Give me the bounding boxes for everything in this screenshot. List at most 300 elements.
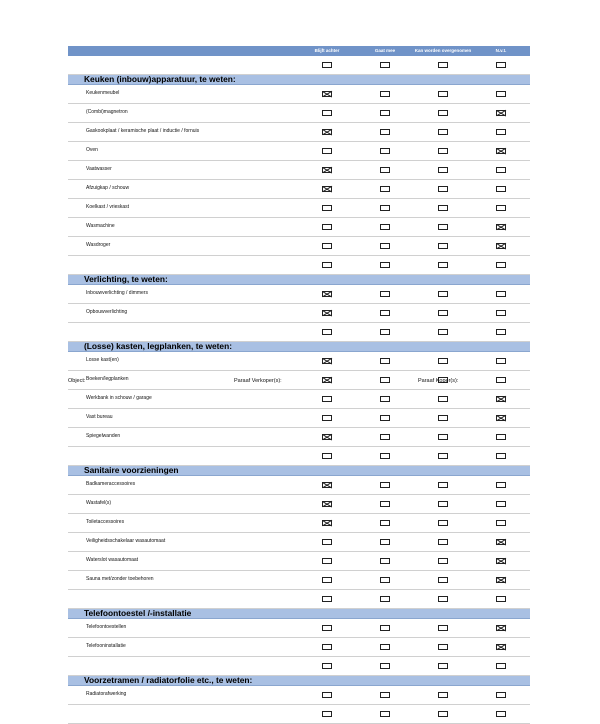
checkbox-empty[interactable] — [438, 596, 448, 602]
checkbox-empty[interactable] — [380, 358, 390, 364]
checkbox-cell — [472, 123, 530, 142]
checkbox-empty[interactable] — [380, 596, 390, 602]
checkbox-cell — [356, 352, 414, 371]
checkbox-cell — [356, 199, 414, 218]
checkbox-cell — [298, 705, 356, 724]
checkbox-empty[interactable] — [380, 110, 390, 116]
checklist-row — [68, 161, 530, 180]
checkbox-cell — [298, 552, 356, 571]
checkbox-empty[interactable] — [380, 434, 390, 440]
empty-checkbox-row — [68, 256, 530, 275]
checkbox-checked[interactable] — [322, 501, 332, 507]
checkbox-cell — [298, 304, 356, 323]
checkbox-empty[interactable] — [322, 711, 332, 717]
checklist-row — [68, 304, 530, 323]
checkbox-empty[interactable] — [380, 692, 390, 698]
checkbox-empty[interactable] — [438, 625, 448, 631]
checkbox-empty[interactable] — [380, 148, 390, 154]
checkbox-empty[interactable] — [322, 415, 332, 421]
checkbox-cell — [356, 638, 414, 657]
checkbox-cell — [356, 514, 414, 533]
checkbox-empty[interactable] — [322, 224, 332, 230]
empty-label-cell — [68, 590, 298, 609]
checkbox-empty[interactable] — [438, 577, 448, 583]
checkbox-cell — [414, 123, 472, 142]
checkbox-checked[interactable] — [322, 520, 332, 526]
checkbox-empty[interactable] — [322, 396, 332, 402]
checklist-row — [68, 104, 530, 123]
empty-checkbox-row — [68, 657, 530, 676]
item-label: Vaatwasser — [68, 161, 298, 180]
checkbox-checked[interactable] — [496, 148, 506, 154]
checkbox-cell — [356, 237, 414, 256]
checkbox-empty[interactable] — [380, 520, 390, 526]
item-label: Losse kast(en) — [68, 352, 298, 371]
checkbox-cell — [298, 142, 356, 161]
checklist-row — [68, 352, 530, 371]
checkbox-empty[interactable] — [380, 243, 390, 249]
item-label: Boeken/legplanken — [68, 371, 298, 390]
checkbox-cell — [472, 705, 530, 724]
checkbox-cell — [472, 533, 530, 552]
checkbox-cell — [414, 323, 472, 342]
checkbox-checked[interactable] — [496, 415, 506, 421]
checkbox-empty[interactable] — [496, 91, 506, 97]
checkbox-empty[interactable] — [438, 520, 448, 526]
empty-checkbox-row — [68, 56, 530, 75]
empty-label-cell — [68, 657, 298, 676]
checkbox-empty[interactable] — [322, 692, 332, 698]
checkbox-empty[interactable] — [380, 129, 390, 135]
checkbox-empty[interactable] — [380, 625, 390, 631]
checkbox-empty[interactable] — [380, 482, 390, 488]
checkbox-empty[interactable] — [380, 558, 390, 564]
checkbox-cell — [472, 409, 530, 428]
checkbox-cell — [414, 104, 472, 123]
checkbox-cell — [298, 237, 356, 256]
checkbox-empty[interactable] — [438, 415, 448, 421]
checkbox-cell — [414, 409, 472, 428]
checkbox-cell — [356, 85, 414, 104]
checkbox-empty[interactable] — [496, 501, 506, 507]
checkbox-cell — [356, 56, 414, 75]
checkbox-empty[interactable] — [438, 62, 448, 68]
checkbox-empty[interactable] — [322, 539, 332, 545]
section-header — [68, 275, 530, 285]
item-label: Veiligheidsschakelaar wasautomaat — [68, 533, 298, 552]
checkbox-checked[interactable] — [496, 243, 506, 249]
checkbox-cell — [472, 161, 530, 180]
checkbox-cell — [472, 447, 530, 466]
item-label: Inbouwverlichting / dimmers — [68, 285, 298, 304]
checkbox-empty[interactable] — [322, 62, 332, 68]
checkbox-empty[interactable] — [380, 501, 390, 507]
item-label: Opbouwverlichting — [68, 304, 298, 323]
checkbox-cell — [472, 390, 530, 409]
checkbox-checked[interactable] — [322, 167, 332, 173]
checkbox-cell — [414, 180, 472, 199]
checkbox-checked[interactable] — [496, 110, 506, 116]
checkbox-cell — [356, 495, 414, 514]
checkbox-checked[interactable] — [322, 434, 332, 440]
empty-label-cell — [68, 705, 298, 724]
checkbox-cell — [472, 352, 530, 371]
checkbox-checked[interactable] — [322, 482, 332, 488]
checkbox-cell — [298, 56, 356, 75]
empty-checkbox-row — [68, 590, 530, 609]
checkbox-empty[interactable] — [380, 186, 390, 192]
checklist-row — [68, 476, 530, 495]
checkbox-empty[interactable] — [322, 329, 332, 335]
checkbox-empty[interactable] — [380, 291, 390, 297]
checkbox-empty[interactable] — [438, 262, 448, 268]
checkbox-cell — [298, 199, 356, 218]
checkbox-cell — [298, 590, 356, 609]
checkbox-cell — [298, 352, 356, 371]
checkbox-cell — [298, 104, 356, 123]
checkbox-empty[interactable] — [322, 110, 332, 116]
checkbox-empty[interactable] — [380, 577, 390, 583]
checkbox-checked[interactable] — [496, 644, 506, 650]
checklist-row — [68, 571, 530, 590]
checkbox-cell — [472, 142, 530, 161]
seller-initials-label: Paraaf Verkoper(s): — [234, 378, 282, 384]
checkbox-empty[interactable] — [322, 148, 332, 154]
checkbox-cell — [298, 85, 356, 104]
checkbox-empty[interactable] — [438, 186, 448, 192]
checklist-row — [68, 533, 530, 552]
checkbox-empty[interactable] — [496, 167, 506, 173]
checkbox-cell — [414, 476, 472, 495]
checkbox-empty[interactable] — [380, 167, 390, 173]
checkbox-cell — [414, 56, 472, 75]
checkbox-empty[interactable] — [438, 167, 448, 173]
checkbox-empty[interactable] — [438, 224, 448, 230]
checkbox-empty[interactable] — [438, 91, 448, 97]
checkbox-cell — [472, 638, 530, 657]
checkbox-cell — [414, 352, 472, 371]
item-label: Werkbank in schouw / garage — [68, 390, 298, 409]
checkbox-empty[interactable] — [496, 692, 506, 698]
checkbox-cell — [472, 552, 530, 571]
checkbox-empty[interactable] — [438, 291, 448, 297]
checklist-row — [68, 123, 530, 142]
checkbox-empty[interactable] — [380, 453, 390, 459]
checkbox-cell — [414, 85, 472, 104]
checklist-row — [68, 142, 530, 161]
checkbox-empty[interactable] — [438, 711, 448, 717]
checkbox-empty[interactable] — [438, 453, 448, 459]
checkbox-empty[interactable] — [380, 663, 390, 669]
checkbox-cell — [414, 590, 472, 609]
checkbox-cell — [414, 619, 472, 638]
checkbox-empty[interactable] — [380, 224, 390, 230]
empty-checkbox-row — [68, 323, 530, 342]
checkbox-cell — [356, 533, 414, 552]
signature-footer — [68, 378, 530, 388]
checkbox-cell — [414, 428, 472, 447]
checkbox-cell — [472, 495, 530, 514]
checkbox-cell — [472, 285, 530, 304]
checkbox-empty[interactable] — [322, 596, 332, 602]
checkbox-empty[interactable] — [380, 329, 390, 335]
section-title: Telefoontoestel /-installatie — [68, 609, 530, 619]
checkbox-cell — [472, 56, 530, 75]
checkbox-checked[interactable] — [496, 396, 506, 402]
checkbox-empty[interactable] — [438, 205, 448, 211]
checkbox-empty[interactable] — [380, 644, 390, 650]
checkbox-cell — [356, 619, 414, 638]
item-label: Telefoontoestellen — [68, 619, 298, 638]
checklist-row — [68, 638, 530, 657]
checkbox-empty[interactable] — [496, 62, 506, 68]
item-label: Spiegelwanden — [68, 428, 298, 447]
checkbox-empty[interactable] — [322, 262, 332, 268]
checkbox-cell — [356, 409, 414, 428]
checkbox-cell — [414, 447, 472, 466]
checkbox-checked[interactable] — [322, 358, 332, 364]
checklist-row — [68, 686, 530, 705]
checkbox-empty[interactable] — [496, 186, 506, 192]
checkbox-cell — [414, 256, 472, 275]
checkbox-cell — [298, 256, 356, 275]
checkbox-cell — [414, 285, 472, 304]
checkbox-cell — [356, 104, 414, 123]
checklist-row — [68, 619, 530, 638]
checkbox-cell — [298, 123, 356, 142]
checkbox-cell — [356, 304, 414, 323]
checkbox-empty[interactable] — [496, 358, 506, 364]
checkbox-cell — [414, 304, 472, 323]
checkbox-empty[interactable] — [438, 358, 448, 364]
checkbox-cell — [472, 104, 530, 123]
checkbox-empty[interactable] — [496, 453, 506, 459]
checkbox-cell — [298, 409, 356, 428]
item-label: Wastafel(s) — [68, 495, 298, 514]
checkbox-empty[interactable] — [380, 415, 390, 421]
checkbox-cell — [414, 571, 472, 590]
checkbox-empty[interactable] — [438, 110, 448, 116]
checkbox-empty[interactable] — [438, 396, 448, 402]
checkbox-cell — [356, 142, 414, 161]
checkbox-empty[interactable] — [380, 711, 390, 717]
empty-label-cell — [68, 56, 298, 75]
checkbox-cell — [414, 533, 472, 552]
section-title: Voorzetramen / radiatorfolie etc., te weten: — [68, 676, 530, 686]
item-label: Badkameraccessoires — [68, 476, 298, 495]
checkbox-cell — [414, 237, 472, 256]
checkbox-empty[interactable] — [380, 262, 390, 268]
checkbox-empty[interactable] — [322, 663, 332, 669]
checkbox-empty[interactable] — [322, 243, 332, 249]
checkbox-empty[interactable] — [322, 453, 332, 459]
checkbox-empty[interactable] — [496, 205, 506, 211]
checkbox-checked[interactable] — [322, 91, 332, 97]
checkbox-cell — [356, 590, 414, 609]
checkbox-empty[interactable] — [496, 291, 506, 297]
checkbox-empty[interactable] — [496, 482, 506, 488]
checkbox-empty[interactable] — [496, 596, 506, 602]
checkbox-checked[interactable] — [322, 310, 332, 316]
checkbox-cell — [472, 304, 530, 323]
checkbox-cell — [472, 514, 530, 533]
item-label: Koelkast / vrieskast — [68, 199, 298, 218]
checkbox-cell — [414, 514, 472, 533]
checkbox-cell — [356, 161, 414, 180]
checkbox-empty[interactable] — [438, 310, 448, 316]
checkbox-cell — [356, 218, 414, 237]
object-label: Object: — [68, 378, 86, 384]
checkbox-empty[interactable] — [322, 558, 332, 564]
checkbox-empty[interactable] — [380, 91, 390, 97]
checkbox-cell — [356, 476, 414, 495]
checkbox-empty[interactable] — [496, 262, 506, 268]
checkbox-empty[interactable] — [438, 148, 448, 154]
checkbox-cell — [414, 161, 472, 180]
checkbox-empty[interactable] — [438, 434, 448, 440]
section-header — [68, 466, 530, 476]
checkbox-empty[interactable] — [438, 329, 448, 335]
checkbox-cell — [356, 323, 414, 342]
checkbox-empty[interactable] — [438, 663, 448, 669]
checklist-row — [68, 428, 530, 447]
checkbox-cell — [472, 237, 530, 256]
checkbox-cell — [298, 657, 356, 676]
item-label: Gaskookplaat / keramische plaat / inductie / fornuis — [68, 123, 298, 142]
checkbox-cell — [298, 161, 356, 180]
checkbox-empty[interactable] — [380, 539, 390, 545]
item-label: Telefooninstallatie — [68, 638, 298, 657]
checkbox-empty[interactable] — [496, 329, 506, 335]
checkbox-cell — [472, 85, 530, 104]
checkbox-empty[interactable] — [438, 644, 448, 650]
section-header — [68, 676, 530, 686]
checkbox-cell — [472, 256, 530, 275]
checkbox-empty[interactable] — [496, 434, 506, 440]
checkbox-checked[interactable] — [496, 625, 506, 631]
checkbox-cell — [414, 686, 472, 705]
section-title: Sanitaire voorzieningen — [68, 466, 530, 476]
checkbox-empty[interactable] — [438, 558, 448, 564]
checkbox-checked[interactable] — [496, 577, 506, 583]
checkbox-empty[interactable] — [438, 539, 448, 545]
item-label: Toiletaccessoires — [68, 514, 298, 533]
checkbox-cell — [472, 619, 530, 638]
checkbox-empty[interactable] — [438, 243, 448, 249]
checklist-row — [68, 552, 530, 571]
checkbox-cell — [472, 218, 530, 237]
buyer-initials-label: Paraaf Koper(s): — [418, 378, 459, 384]
checkbox-checked[interactable] — [496, 539, 506, 545]
checkbox-cell — [414, 705, 472, 724]
checkbox-checked[interactable] — [496, 224, 506, 230]
checkbox-cell — [298, 390, 356, 409]
checkbox-cell — [414, 218, 472, 237]
checkbox-empty[interactable] — [438, 129, 448, 135]
section-title: Keuken (inbouw)apparatuur, te weten: — [68, 75, 530, 85]
checkbox-empty[interactable] — [380, 205, 390, 211]
item-label: Keukenmeubel — [68, 85, 298, 104]
checkbox-cell — [472, 476, 530, 495]
column-header-blijft-achter: Blijft achter — [298, 46, 356, 56]
checkbox-cell — [414, 142, 472, 161]
checkbox-cell — [414, 657, 472, 676]
checkbox-checked[interactable] — [322, 129, 332, 135]
checkbox-cell — [356, 256, 414, 275]
checkbox-cell — [356, 657, 414, 676]
checkbox-checked[interactable] — [322, 291, 332, 297]
item-label: Wasmachine — [68, 218, 298, 237]
checkbox-cell — [472, 590, 530, 609]
checkbox-cell — [298, 285, 356, 304]
checkbox-cell — [356, 123, 414, 142]
checkbox-cell — [356, 571, 414, 590]
checkbox-empty[interactable] — [380, 396, 390, 402]
checklist-row — [68, 218, 530, 237]
checklist-row — [68, 199, 530, 218]
checkbox-cell — [356, 390, 414, 409]
checkbox-cell — [414, 495, 472, 514]
checkbox-cell — [356, 705, 414, 724]
checkbox-empty[interactable] — [322, 644, 332, 650]
checkbox-empty[interactable] — [496, 520, 506, 526]
checkbox-empty[interactable] — [380, 62, 390, 68]
checkbox-cell — [472, 428, 530, 447]
checklist-row — [68, 85, 530, 104]
checkbox-empty[interactable] — [496, 711, 506, 717]
checklist-row — [68, 514, 530, 533]
checkbox-cell — [356, 180, 414, 199]
checkbox-empty[interactable] — [322, 205, 332, 211]
checkbox-cell — [414, 199, 472, 218]
checkbox-cell — [356, 285, 414, 304]
checkbox-checked[interactable] — [496, 558, 506, 564]
checkbox-cell — [356, 686, 414, 705]
checkbox-empty[interactable] — [322, 625, 332, 631]
checkbox-cell — [298, 533, 356, 552]
section-header — [68, 609, 530, 619]
header-blank — [68, 46, 298, 56]
item-label: Oven — [68, 142, 298, 161]
section-header — [68, 342, 530, 352]
column-header-row — [68, 46, 530, 56]
checkbox-empty[interactable] — [438, 692, 448, 698]
item-label: Afzuigkap / schouw — [68, 180, 298, 199]
item-label: Radiatorafwerking — [68, 686, 298, 705]
column-header-kan-worden-overgenomen: Kan worden overgenomen — [414, 46, 472, 56]
checkbox-cell — [356, 552, 414, 571]
checkbox-empty[interactable] — [380, 310, 390, 316]
checkbox-cell — [298, 428, 356, 447]
checkbox-empty[interactable] — [496, 310, 506, 316]
checkbox-empty[interactable] — [438, 501, 448, 507]
checkbox-empty[interactable] — [496, 129, 506, 135]
checkbox-cell — [356, 447, 414, 466]
checkbox-cell — [472, 657, 530, 676]
checkbox-empty[interactable] — [438, 482, 448, 488]
checklist-row — [68, 390, 530, 409]
checkbox-empty[interactable] — [322, 577, 332, 583]
checkbox-cell — [414, 638, 472, 657]
checkbox-cell — [356, 428, 414, 447]
checkbox-checked[interactable] — [322, 186, 332, 192]
column-header-gaat-mee: Gaat mee — [356, 46, 414, 56]
checkbox-cell — [298, 619, 356, 638]
checkbox-cell — [472, 180, 530, 199]
checkbox-cell — [472, 686, 530, 705]
checklist-row — [68, 237, 530, 256]
checkbox-empty[interactable] — [496, 663, 506, 669]
